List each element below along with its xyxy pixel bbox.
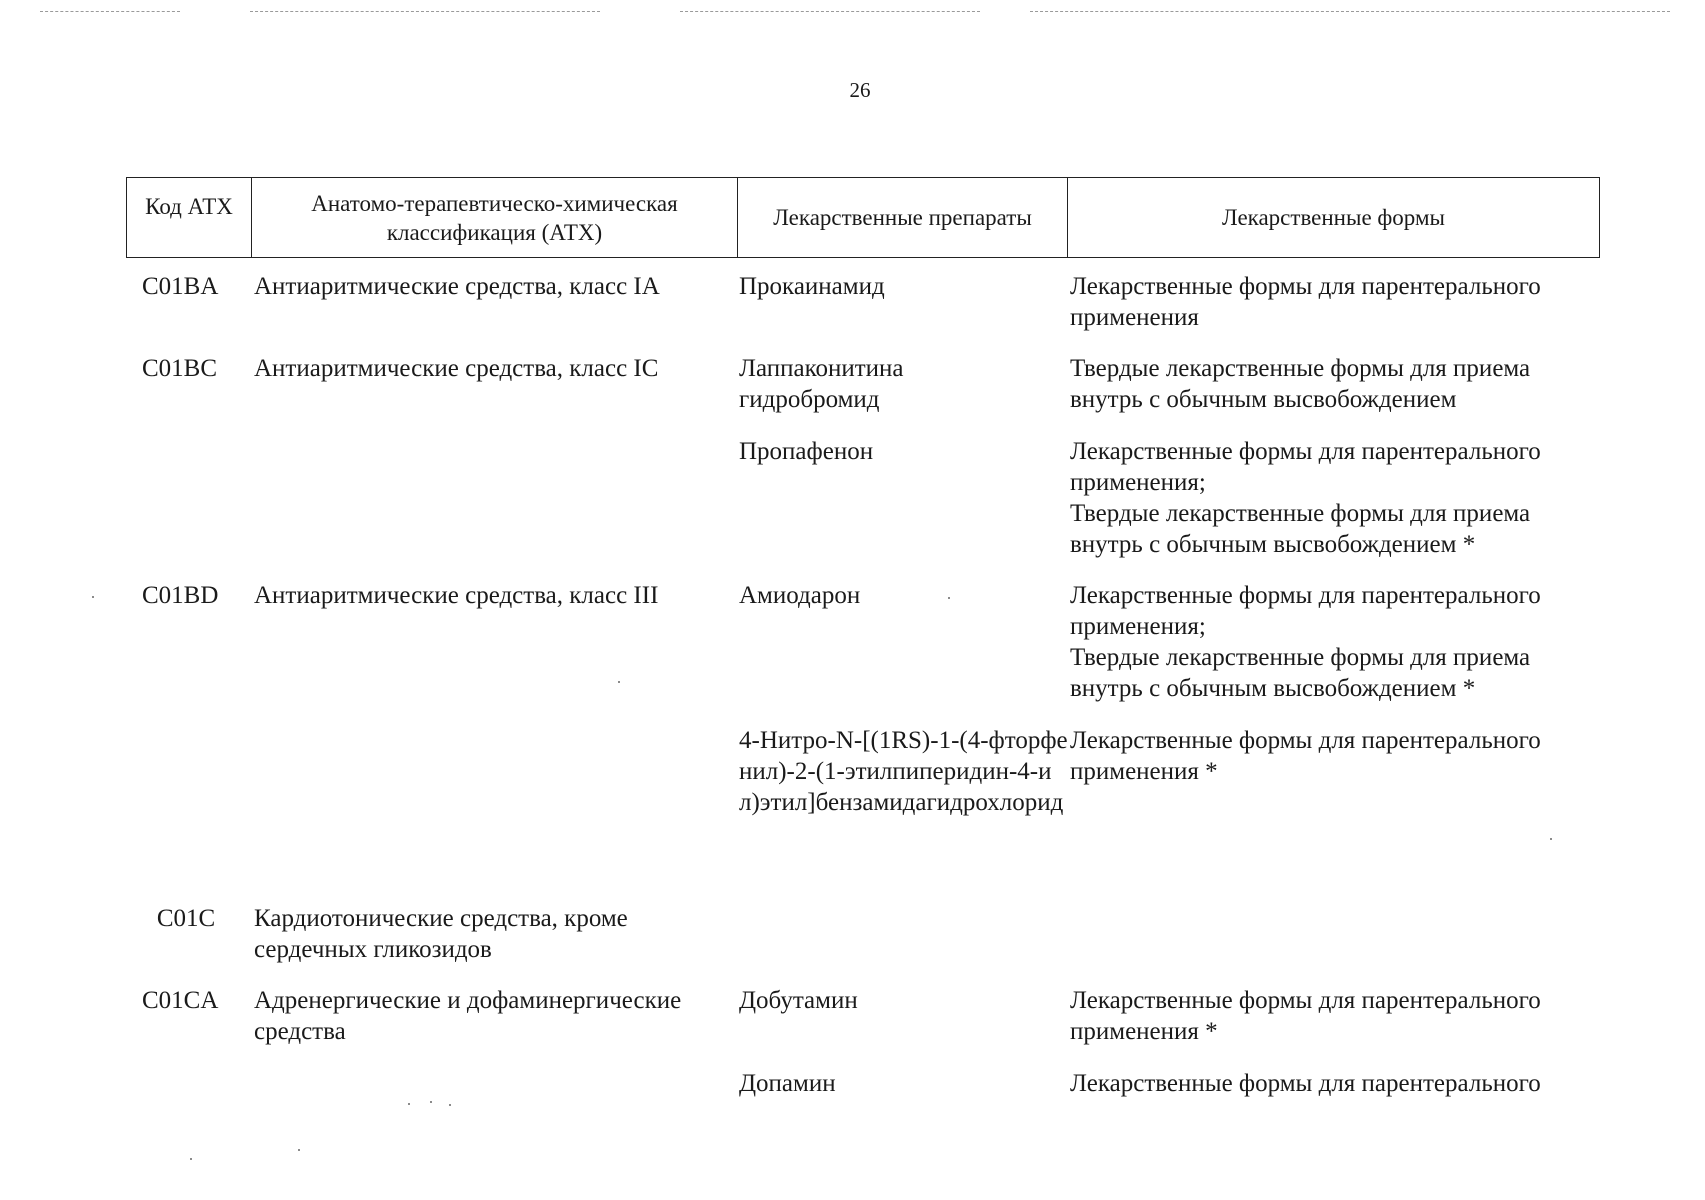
scan-artifact <box>250 11 600 12</box>
row-classification: Кардиотонические средства, кроме сердечных гликозидов <box>254 905 628 963</box>
row-form: Твердые лекарственные формы для приема внутрь с обычным высвобождением <box>1070 355 1531 413</box>
scan-artifact <box>1030 11 1670 12</box>
row-code: C01BD <box>142 582 219 609</box>
row-code: C01CA <box>142 987 219 1014</box>
scan-speck <box>298 1149 300 1151</box>
header-code: Код АТХ <box>127 178 252 258</box>
scan-speck <box>618 681 620 683</box>
table-header <box>126 177 1600 258</box>
row-form-line: Твердые лекарственные формы для приема внутрь с обычным высвобождением * <box>1070 644 1531 702</box>
row-form-line: Лекарственные формы для парентерального применения; <box>1070 582 1541 640</box>
row-classification: Антиаритмические средства, класс IC <box>254 355 659 382</box>
row-code: C01C <box>156 905 216 932</box>
row-drug: Прокаинамид <box>739 273 885 300</box>
row-form-line: Лекарственные формы для парентерального применения; <box>1070 438 1541 496</box>
row-form: Лекарственные формы для парентерального применения * <box>1070 987 1541 1045</box>
row-classification: Адренергические и дофаминергические средства <box>254 987 682 1045</box>
page-number: 26 <box>849 78 871 102</box>
row-code: C01BA <box>142 273 219 300</box>
scan-speck <box>449 1104 451 1106</box>
row-code: C01BC <box>142 355 218 382</box>
row-drug: Лаппаконитина гидробромид <box>739 355 904 413</box>
row-drug: 4-Нитро-N-[(1RS)-1-(4-фторфенил)-2-(1-этилпиперидин-4-ил)этил]бензамидагидрохлорид <box>739 727 1068 816</box>
scan-speck <box>1550 838 1552 840</box>
row-form: Лекарственные формы для парентерального применения <box>1070 273 1541 331</box>
scan-artifact <box>40 11 180 12</box>
row-form: Лекарственные формы для парентерального применения * <box>1070 727 1541 785</box>
header-forms: Лекарственные формы <box>1068 178 1600 258</box>
row-drug: Добутамин <box>739 987 858 1014</box>
header-classification: Анатомо-терапевтическо-химическая классификация (АТХ) <box>252 178 738 258</box>
row-form-line: Твердые лекарственные формы для приема внутрь с обычным высвобождением * <box>1070 500 1531 558</box>
scan-speck <box>190 1158 192 1160</box>
row-classification: Антиаритмические средства, класс IA <box>254 273 660 300</box>
scan-speck <box>948 597 950 599</box>
scan-speck <box>92 596 94 598</box>
header-drugs: Лекарственные препараты <box>738 178 1068 258</box>
row-form: Лекарственные формы для парентерального <box>1070 1070 1541 1097</box>
scan-speck <box>430 1101 432 1103</box>
scan-artifact <box>680 11 980 12</box>
row-drug: Амиодарон <box>739 582 861 609</box>
row-drug: Пропафенон <box>739 438 874 465</box>
row-classification: Антиаритмические средства, класс III <box>254 582 659 609</box>
scan-speck <box>408 1103 410 1105</box>
row-drug: Допамин <box>739 1070 836 1097</box>
